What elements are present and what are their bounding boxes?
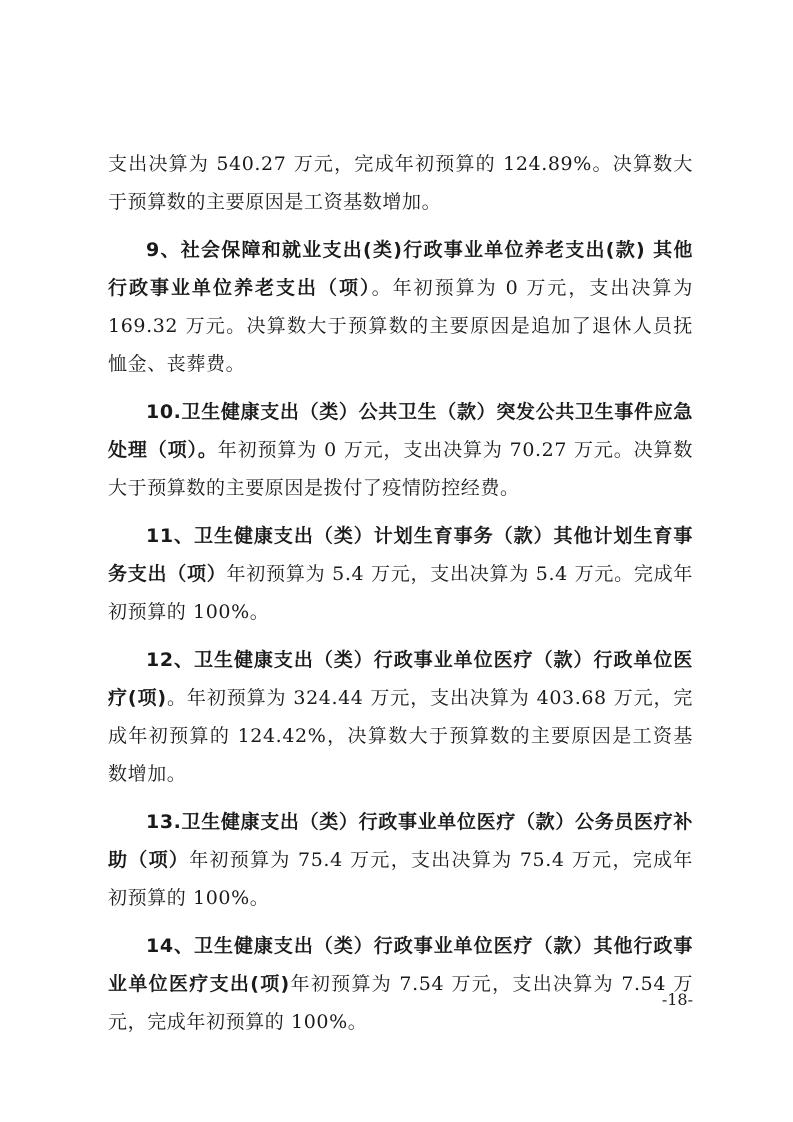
- paragraph-text: 支出决算为 540.27 万元，完成年初预算的 124.89%。决算数大于预算数的主要原因是工资基数增加。: [108, 153, 693, 213]
- paragraph-6: [108, 803, 693, 917]
- paragraph-7: [108, 927, 693, 1041]
- document-body: [108, 145, 693, 1051]
- paragraph-heading: 13.卫生健康支出（类）行政事业单位医疗（款）公务员医疗补助（项）: [108, 811, 693, 871]
- paragraph-1: [108, 145, 693, 221]
- paragraph-2: [108, 231, 693, 383]
- paragraph-heading: 12、卫生健康支出（类）行政事业单位医疗（款）行政单位医疗(项): [108, 649, 693, 709]
- paragraph-heading: 9、社会保障和就业支出(类)行政事业单位养老支出(款) 其他行政事业单位养老支出（项）: [108, 239, 693, 299]
- paragraph-3: [108, 393, 693, 507]
- paragraph-text: 年初预算为 5.4 万元，支出决算为 5.4 万元。完成年初预算的 100%。: [108, 563, 693, 623]
- paragraph-4: [108, 517, 693, 631]
- page-number: -18-: [661, 990, 693, 1009]
- paragraph-text: 。年初预算为 324.44 万元，支出决算为 403.68 万元，完成年初预算的 124.42%，决算数大于预算数的主要原因是工资基数增加。: [108, 687, 693, 785]
- paragraph-text: 年初预算为 0 万元，支出决算为 70.27 万元。决算数大于预算数的主要原因是拨付了疫情防控经费。: [108, 439, 693, 499]
- paragraph-text: 年初预算为 7.54 万元，支出决算为 7.54 万元，完成年初预算的 100%。: [108, 973, 693, 1033]
- paragraph-heading: 14、卫生健康支出（类）行政事业单位医疗（款）其他行政事业单位医疗支出(项): [108, 935, 693, 995]
- paragraph-heading: 10.卫生健康支出（类）公共卫生（款）突发公共卫生事件应急处理（项）。: [108, 401, 693, 461]
- paragraph-text: 年初预算为 75.4 万元，支出决算为 75.4 万元，完成年初预算的 100%。: [108, 849, 693, 909]
- paragraph-5: [108, 641, 693, 793]
- paragraph-text: 。年初预算为 0 万元，支出决算为 169.32 万元。决算数大于预算数的主要原因是追加了退休人员抚恤金、丧葬费。: [108, 277, 693, 375]
- paragraph-heading: 11、卫生健康支出（类）计划生育事务（款）其他计划生育事务支出（项）: [108, 525, 693, 585]
